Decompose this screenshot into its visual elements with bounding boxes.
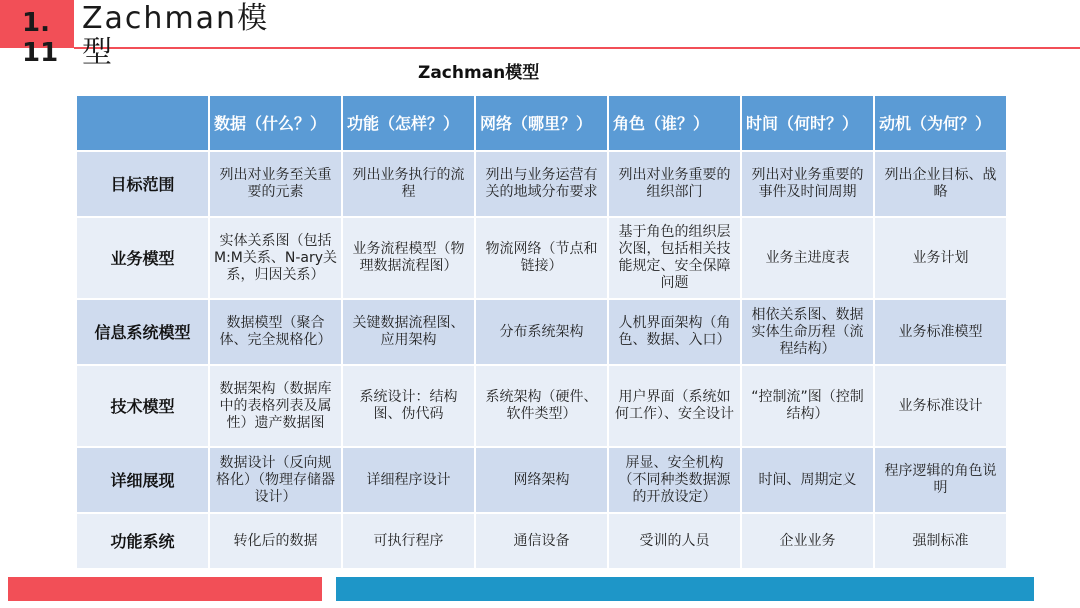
row-label: 技术模型 bbox=[76, 365, 209, 447]
table-row bbox=[76, 365, 1007, 447]
section-number: 1.11 bbox=[22, 8, 59, 68]
table-row bbox=[76, 513, 1007, 569]
zachman-table bbox=[75, 94, 1008, 570]
header-motivation: 动机（为何？） bbox=[874, 95, 1007, 151]
table-cell: 列出对业务至关重要的元素 bbox=[209, 151, 342, 217]
table-cell: 数据架构（数据库中的表格列表及属性）遗产数据图 bbox=[209, 365, 342, 447]
table-cell: 列出业务执行的流程 bbox=[342, 151, 475, 217]
table-row bbox=[76, 217, 1007, 299]
table-cell: 关键数据流程图、应用架构 bbox=[342, 299, 475, 365]
row-label: 功能系统 bbox=[76, 513, 209, 569]
header-time: 时间（何时？） bbox=[741, 95, 874, 151]
row-label: 信息系统模型 bbox=[76, 299, 209, 365]
header-people: 角色（谁？） bbox=[608, 95, 741, 151]
table-row bbox=[76, 447, 1007, 513]
table-cell: 系统设计：结构图、伪代码 bbox=[342, 365, 475, 447]
table-cell: 网络架构 bbox=[475, 447, 608, 513]
table-cell: 数据模型（聚合体、完全规格化） bbox=[209, 299, 342, 365]
table-cell: 列出企业目标、战略 bbox=[874, 151, 1007, 217]
table-row bbox=[76, 299, 1007, 365]
row-label: 目标范围 bbox=[76, 151, 209, 217]
table-cell: 业务流程模型（物理数据流程图） bbox=[342, 217, 475, 299]
table-cell: 人机界面架构（角色、数据、入口） bbox=[608, 299, 741, 365]
table-cell: 分布系统架构 bbox=[475, 299, 608, 365]
table-cell: 程序逻辑的角色说明 bbox=[874, 447, 1007, 513]
table-row bbox=[76, 151, 1007, 217]
table-cell: 系统架构（硬件、软件类型） bbox=[475, 365, 608, 447]
slide-title: Zachman模型 bbox=[82, 1, 270, 70]
table-cell: 强制标准 bbox=[874, 513, 1007, 569]
table-cell: 详细程序设计 bbox=[342, 447, 475, 513]
table-cell: 相依关系图、数据实体生命历程（流程结构） bbox=[741, 299, 874, 365]
table-cell: “控制流”图（控制结构） bbox=[741, 365, 874, 447]
table-cell: 可执行程序 bbox=[342, 513, 475, 569]
table-cell: 数据设计（反向规格化）（物理存储器设计） bbox=[209, 447, 342, 513]
table-cell: 物流网络（节点和链接） bbox=[475, 217, 608, 299]
table-cell: 列出对业务重要的事件及时间周期 bbox=[741, 151, 874, 217]
header-corner bbox=[76, 95, 209, 151]
table-cell: 列出与业务运营有关的地域分布要求 bbox=[475, 151, 608, 217]
table-cell: 用户界面（系统如何工作）、安全设计 bbox=[608, 365, 741, 447]
header-network: 网络（哪里？） bbox=[475, 95, 608, 151]
table-cell: 屏显、安全机构（不同种类数据源的开放设定） bbox=[608, 447, 741, 513]
table-cell: 受训的人员 bbox=[608, 513, 741, 569]
table-cell: 列出对业务重要的组织部门 bbox=[608, 151, 741, 217]
table-caption: Zachman模型 bbox=[418, 63, 540, 83]
table-cell: 时间、周期定义 bbox=[741, 447, 874, 513]
table-cell: 通信设备 bbox=[475, 513, 608, 569]
row-label: 详细展现 bbox=[76, 447, 209, 513]
footer-bar-blue bbox=[336, 577, 1034, 601]
table-cell: 业务标准设计 bbox=[874, 365, 1007, 447]
table-cell: 基于角色的组织层次图，包括相关技能规定、安全保障问题 bbox=[608, 217, 741, 299]
header-data: 数据（什么？） bbox=[209, 95, 342, 151]
table-cell: 业务计划 bbox=[874, 217, 1007, 299]
table-cell: 企业业务 bbox=[741, 513, 874, 569]
table-cell: 实体关系图（包括M:M关系、N-ary关系，归因关系） bbox=[209, 217, 342, 299]
header-function: 功能（怎样？） bbox=[342, 95, 475, 151]
table-cell: 业务主进度表 bbox=[741, 217, 874, 299]
table-cell: 业务标准模型 bbox=[874, 299, 1007, 365]
row-label: 业务模型 bbox=[76, 217, 209, 299]
footer-bar-red bbox=[8, 577, 322, 601]
table-header-row bbox=[76, 95, 1007, 151]
table-cell: 转化后的数据 bbox=[209, 513, 342, 569]
